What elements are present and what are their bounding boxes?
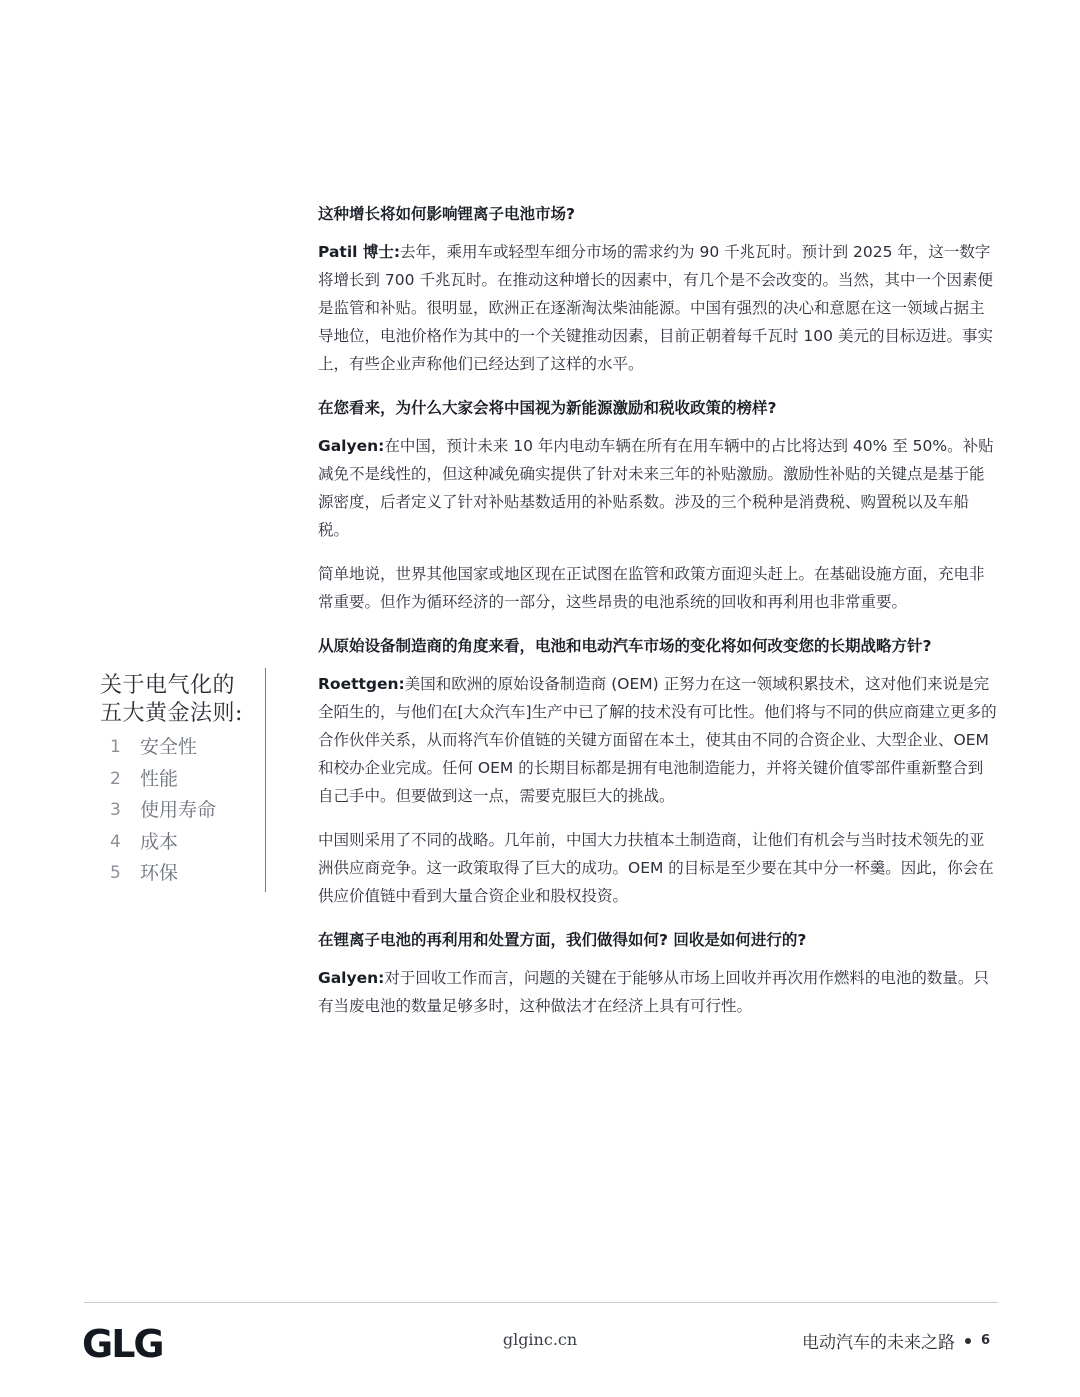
sidebar-title-line2: 五大黄金法则: bbox=[100, 701, 243, 726]
rule-label: 安全性 bbox=[140, 736, 198, 758]
rule-number: 1 bbox=[110, 737, 121, 757]
answer-text: 简单地说，世界其他国家或地区现在正试图在监管和政策方面迎头赶上。在基础设施方面，充电非常重要。但作为循环经济的一部分，这些昂贵的电池系统的回收和再利用也非常重要。 bbox=[318, 565, 985, 611]
rule-item bbox=[100, 795, 265, 827]
answer-paragraph bbox=[318, 670, 998, 810]
sidebar-title bbox=[100, 672, 265, 728]
speaker-name: Galyen: bbox=[318, 437, 385, 455]
rule-item bbox=[100, 858, 265, 890]
footer-divider bbox=[84, 1302, 998, 1303]
page-number: 6 bbox=[980, 1333, 990, 1348]
article-body bbox=[318, 200, 998, 1036]
answer-text: 中国则采用了不同的战略。几年前，中国大力扶植本土制造商，让他们有机会与当时技术领先的亚洲供应商竞争。这一政策取得了巨大的成功。OEM 的目标是至少要在其中分一杯羹。因此，你会在供应价值链中看到大量合资企业和股权投资。 bbox=[318, 831, 994, 905]
section-question: 从原始设备制造商的角度来看，电池和电动汽车市场的变化将如何改变您的长期战略方针? bbox=[318, 637, 932, 655]
section-question: 在锂离子电池的再利用和处置方面，我们做得如何? 回收是如何进行的? bbox=[318, 931, 807, 949]
answer-paragraph bbox=[318, 432, 998, 544]
answer-paragraph bbox=[318, 560, 998, 616]
rule-item bbox=[100, 764, 265, 796]
section-question: 在您看来，为什么大家会将中国视为新能源激励和税收政策的榜样? bbox=[318, 399, 777, 417]
rule-item bbox=[100, 827, 265, 859]
answer-paragraph bbox=[318, 964, 998, 1020]
bullet-separator bbox=[965, 1338, 971, 1344]
rule-label: 成本 bbox=[140, 830, 179, 853]
rule-number: 5 bbox=[110, 863, 121, 883]
speaker-name: Roettgen: bbox=[318, 675, 405, 693]
speaker-name: Patil 博士: bbox=[318, 243, 401, 261]
rule-label: 性能 bbox=[140, 767, 179, 790]
answer-paragraph bbox=[318, 826, 998, 910]
rule-number: 3 bbox=[110, 800, 121, 820]
rule-label: 环保 bbox=[140, 862, 179, 884]
answer-text: 对于回收工作而言，问题的关键在于能够从市场上回收并再次用作燃料的电池的数量。只有当废电池的数量足够多时，这种做法才在经济上具有可行性。 bbox=[318, 969, 989, 1015]
sidebar-golden-rules bbox=[100, 668, 266, 892]
glg-logo: GLG bbox=[82, 1322, 163, 1366]
rule-item bbox=[100, 732, 265, 764]
rule-label: 使用寿命 bbox=[140, 799, 217, 821]
answer-text: 美国和欧洲的原始设备制造商 (OEM) 正努力在这一领域积累技术，这对他们来说是完全陌生的，与他们在[大众汽车]生产中已了解的技术没有可比性。他们将与不同的供应商建立更多的合作伙伴关系，从而将汽车价值链的关键方面留在本土，使其由不同的合资企业、大型企业、OEM 和校办企业完成。任何 OEM 的长期目标都是拥有电池制造能力，并将关键价值零部件重新整合到自己手中。但要做到这一点，需要克服巨大的挑战。 bbox=[318, 675, 997, 805]
footer-website[interactable]: glginc.cn bbox=[502, 1330, 578, 1349]
answer-text: 去年，乘用车或轻型车细分市场的需求约为 90 千兆瓦时。预计到 2025 年，这一数字将增长到 700 千兆瓦时。在推动这种增长的因素中，有几个是不会改变的。当然，其中一个因素便是监管和补贴。很明显，欧洲正在逐渐淘汰柴油能源。中国有强烈的决心和意愿在这一领域占据主导地位，电池价格作为其中的一个关键推动因素，目前正朝着每千瓦时 100 美元的目标迈进。事实上，有些企业声称他们已经达到了这样的水平。 bbox=[318, 243, 993, 373]
answer-text: 在中国，预计未来 10 年内电动车辆在所有在用车辆中的占比将达到 40% 至 50%。补贴减免不是线性的，但这种减免确实提供了针对未来三年的补贴激励。激励性补贴的关键点是基于能源密度，后者定义了针对补贴基数适用的补贴系数。涉及的三个税种是消费税、购置税以及车船税。 bbox=[318, 437, 994, 539]
rules-list bbox=[100, 732, 265, 890]
footer-doc-title bbox=[802, 1328, 990, 1353]
sidebar-title-line1: 关于电气化的 bbox=[100, 673, 236, 698]
rule-number: 2 bbox=[110, 768, 121, 789]
answer-paragraph bbox=[318, 238, 998, 378]
section-question: 这种增长将如何影响锂离子电池市场? bbox=[318, 205, 575, 223]
rule-number: 4 bbox=[110, 831, 121, 852]
speaker-name: Galyen: bbox=[318, 969, 385, 987]
document-title: 电动汽车的未来之路 bbox=[801, 1333, 955, 1353]
